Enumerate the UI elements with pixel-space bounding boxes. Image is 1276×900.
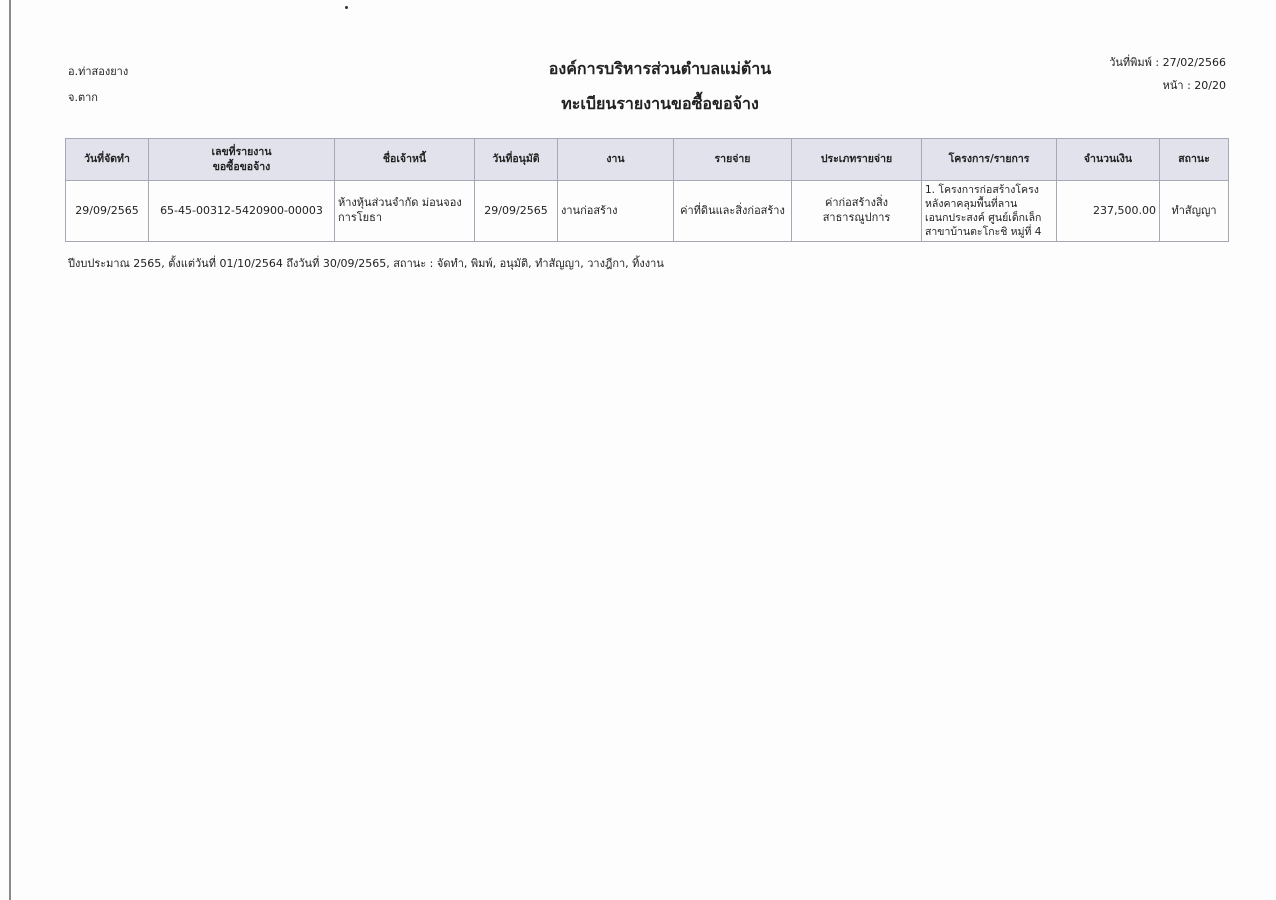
province-label: จ.ตาก	[68, 91, 98, 104]
procurement-register-table	[65, 138, 1229, 242]
cell-work: งานก่อสร้าง	[558, 181, 674, 242]
cell-expense: ค่าที่ดินและสิ่งก่อสร้าง	[674, 181, 792, 242]
table-header-row	[66, 139, 1229, 181]
col-header-work: งาน	[558, 139, 674, 181]
print-date: วันที่พิมพ์ : 27/02/2566	[1109, 56, 1226, 69]
organization-title: องค์การบริหารส่วนตำบลแม่ต้าน	[548, 59, 772, 78]
col-header-status: สถานะ	[1160, 139, 1229, 181]
col-header-expense-type: ประเภทรายจ่าย	[792, 139, 922, 181]
col-header-created-date: วันที่จัดทำ	[66, 139, 149, 181]
report-title: ทะเบียนรายงานขอซื้อขอจ้าง	[561, 94, 759, 113]
col-header-creditor: ชื่อเจ้าหนี้	[335, 139, 475, 181]
cell-approved-date: 29/09/2565	[475, 181, 558, 242]
cell-project: 1. โครงการก่อสร้างโครงหลังคาคลุมพื้นที่ลานเอนกประสงค์ ศูนย์เด็กเล็กสาขาบ้านตะโกะชิ หมู่ที่ 4	[922, 181, 1057, 242]
scan-speck	[345, 6, 348, 9]
table-row	[66, 181, 1229, 242]
page-number: หน้า : 20/20	[1162, 79, 1226, 92]
col-header-amount: จำนวนเงิน	[1057, 139, 1160, 181]
cell-status: ทำสัญญา	[1160, 181, 1229, 242]
cell-report-no: 65-45-00312-5420900-00003	[149, 181, 335, 242]
cell-creditor: ห้างหุ้นส่วนจำกัด ม่อนจอง การโยธา	[335, 181, 475, 242]
cell-created-date: 29/09/2565	[66, 181, 149, 242]
col-header-report-no: เลขที่รายงาน ขอซื้อขอจ้าง	[149, 139, 335, 181]
col-header-project: โครงการ/รายการ	[922, 139, 1057, 181]
district-label: อ.ท่าสองยาง	[68, 65, 129, 78]
col-header-expense: รายจ่าย	[674, 139, 792, 181]
cell-amount: 237,500.00	[1057, 181, 1160, 242]
report-criteria-note: ปีงบประมาณ 2565, ตั้งแต่วันที่ 01/10/2564 ถึงวันที่ 30/09/2565, สถานะ : จัดทำ, พิมพ์, อนุมัติ, ทำสัญญา, วางฎีกา, ทิ้งงาน	[68, 257, 664, 270]
cell-expense-type: ค่าก่อสร้างสิ่งสาธารณูปการ	[792, 181, 922, 242]
scan-left-edge-line	[9, 0, 11, 900]
col-header-approved-date: วันที่อนุมัติ	[475, 139, 558, 181]
